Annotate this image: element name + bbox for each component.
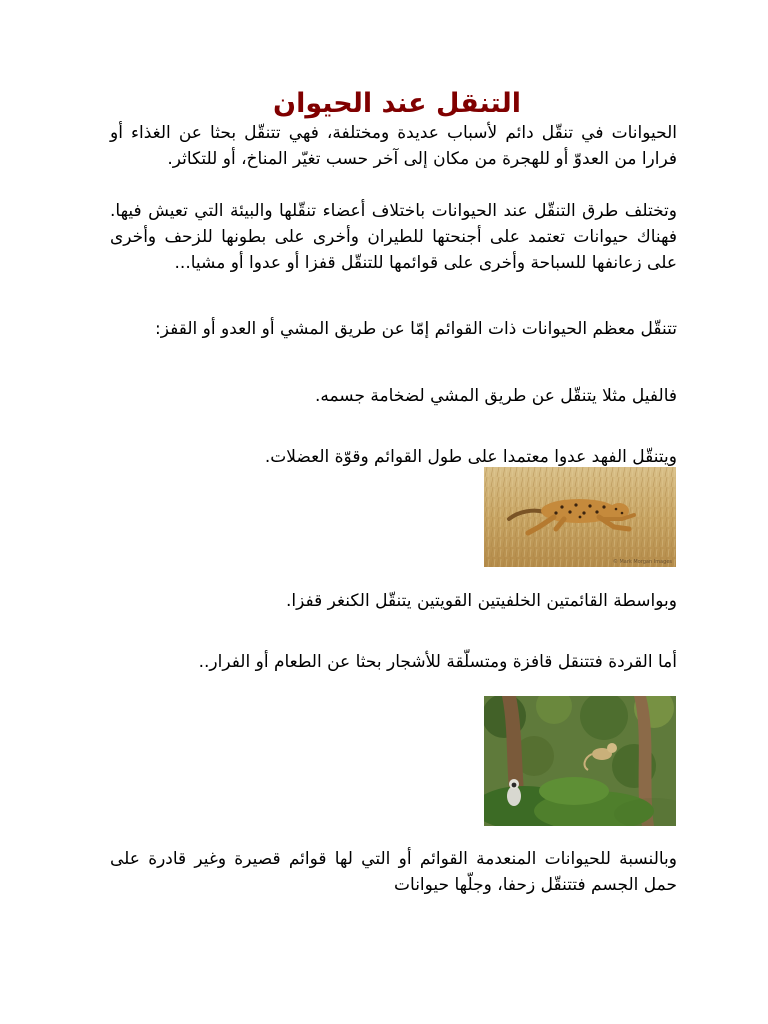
leopard-photo xyxy=(484,467,676,567)
paragraph-legless: وبالنسبة للحيوانات المنعدمة القوائم أو التي لها قوائم قصيرة وغير قادرة على حمل الجسم فتتنقّل زحفا، وجلّها حيوانات xyxy=(110,849,677,895)
paragraph-elephant: فالفيل مثلا يتنقّل عن طريق المشي لضخامة جسمه. xyxy=(314,386,677,406)
paragraph-methods: وتختلف طرق التنقّل عند الحيوانات باختلاف أعضاء تنقّلها والبيئة التي تعيش فيها. فهناك حيوانات تعتمد على أجنحتها للطيران وأخرى على بطونها للزحف وأخرى على زعانفها للسباحة وأخرى على قوائمها للتنقّل قفزا أو عدوا أو مشيا... xyxy=(110,201,677,273)
paragraph-leopard: ويتنقّل الفهد عدوا معتمدا على طول القوائم وقوّة العضلات. xyxy=(264,447,677,467)
monkeys-photo xyxy=(484,696,676,826)
paragraph-monkeys: أما القردة فتتنقل قافزة ومتسلّقة للأشجار بحثا عن الطعام أو الفرار.. xyxy=(198,652,677,672)
leopard-photo-caption: © Mark Morgan Images xyxy=(612,559,672,565)
paragraph-intro: الحيوانات في تنقّل دائم لأسباب عديدة ومختلفة، فهي تتنقّل بحثا عن الغذاء أو فرارا من العدوّ أو للهجرة من مكان إلى آخر حسب تغيّر المناخ، أو للتكاثر. xyxy=(110,123,677,169)
paragraph-kangaroo: وبواسطة القائمتين الخلفيتين القويتين يتنقّل الكنغر قفزا. xyxy=(286,591,677,611)
monkey-sitting xyxy=(507,779,521,806)
leopard-photo-svg xyxy=(484,467,676,567)
paragraph-legged-animals: تتنقّل معظم الحيوانات ذات القوائم إمّا عن طريق المشي أو العدو أو القفز: xyxy=(155,319,677,339)
page-title: التنقل عند الحيوان xyxy=(273,88,521,119)
monkeys-photo-svg xyxy=(484,696,676,826)
